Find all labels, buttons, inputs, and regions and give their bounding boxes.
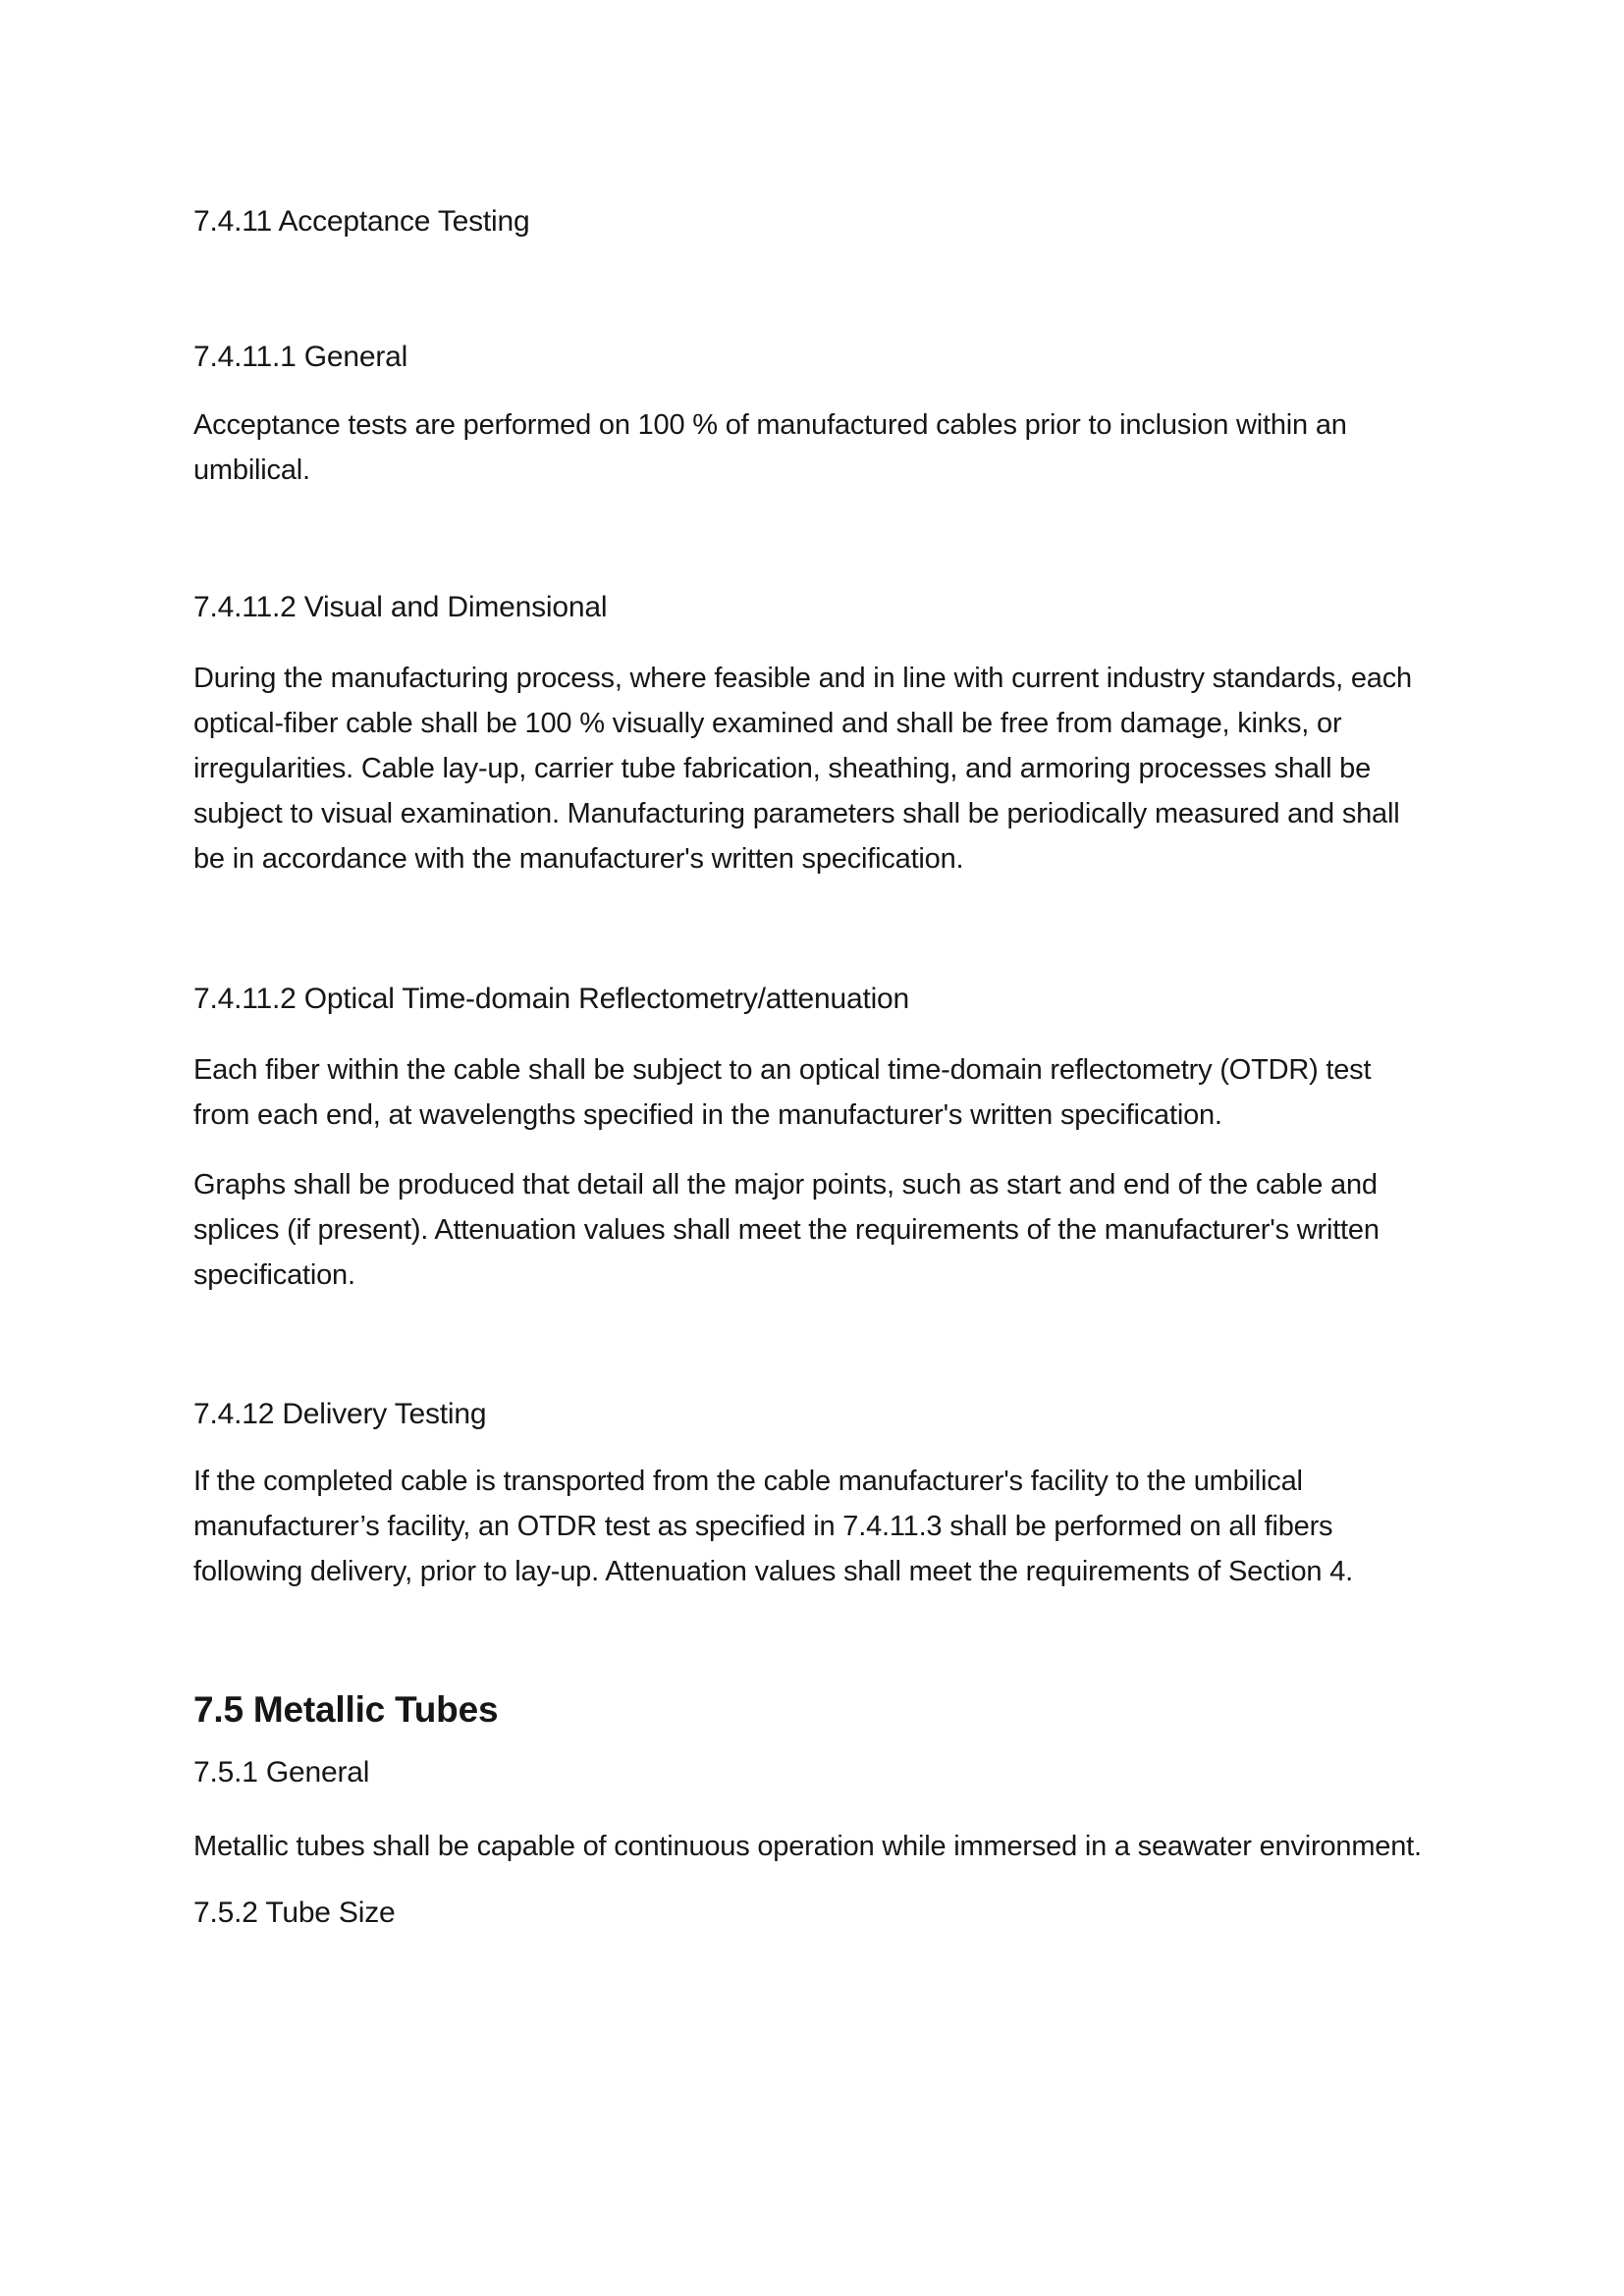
section-heading-acceptance-testing: 7.4.11 Acceptance Testing bbox=[193, 205, 530, 238]
paragraph-delivery-testing: If the completed cable is transported from the cable manufacturer's facility to the umbilical manufacturer’s facility, an OTDR test as specified in 7.4.11.3 shall be performed on all fibers following delivery, prior to lay-up. Attenuation values shall meet the requirements of Section 4. bbox=[193, 1466, 1353, 1587]
paragraph-acceptance-general: Acceptance tests are performed on 100 % of manufactured cables prior to inclusion within an umbilical. bbox=[193, 409, 1347, 486]
section-heading-metallic-general: 7.5.1 General bbox=[193, 1756, 370, 1789]
section-heading-tube-size: 7.5.2 Tube Size bbox=[193, 1896, 396, 1929]
paragraph-otdr-test: Each fiber within the cable shall be subject to an optical time-domain reflectometry (OTDR) test from each end, at wavelengths specified in the manufacturer's written specification. bbox=[193, 1054, 1372, 1131]
paragraph-otdr-graphs: Graphs shall be produced that detail all the major points, such as start and end of the cable and splices (if present). Attenuation values shall meet the requirements of the manufacturer's written specification. bbox=[193, 1169, 1380, 1291]
section-heading-metallic-tubes: 7.5 Metallic Tubes bbox=[193, 1689, 499, 1730]
paragraph-visual-dimensional: During the manufacturing process, where feasible and in line with current industry standards, each optical-fiber cable shall be 100 % visually examined and shall be free from damage, kinks, or irregularities. Cable lay-up, carrier tube fabrication, sheathing, and armoring processes shall be subject to visual examination. Manufacturing parameters shall be periodically measured and shall be in accordance with the manufacturer's written specification. bbox=[193, 663, 1412, 875]
section-heading-otdr-attenuation: 7.4.11.2 Optical Time-domain Reflectometry/attenuation bbox=[193, 983, 910, 1015]
paragraph-metallic-general: Metallic tubes shall be capable of continuous operation while immersed in a seawater environment. bbox=[193, 1831, 1422, 1862]
section-heading-visual-dimensional: 7.4.11.2 Visual and Dimensional bbox=[193, 591, 608, 623]
section-heading-acceptance-general: 7.4.11.1 General bbox=[193, 341, 408, 373]
section-heading-delivery-testing: 7.4.12 Delivery Testing bbox=[193, 1398, 487, 1430]
